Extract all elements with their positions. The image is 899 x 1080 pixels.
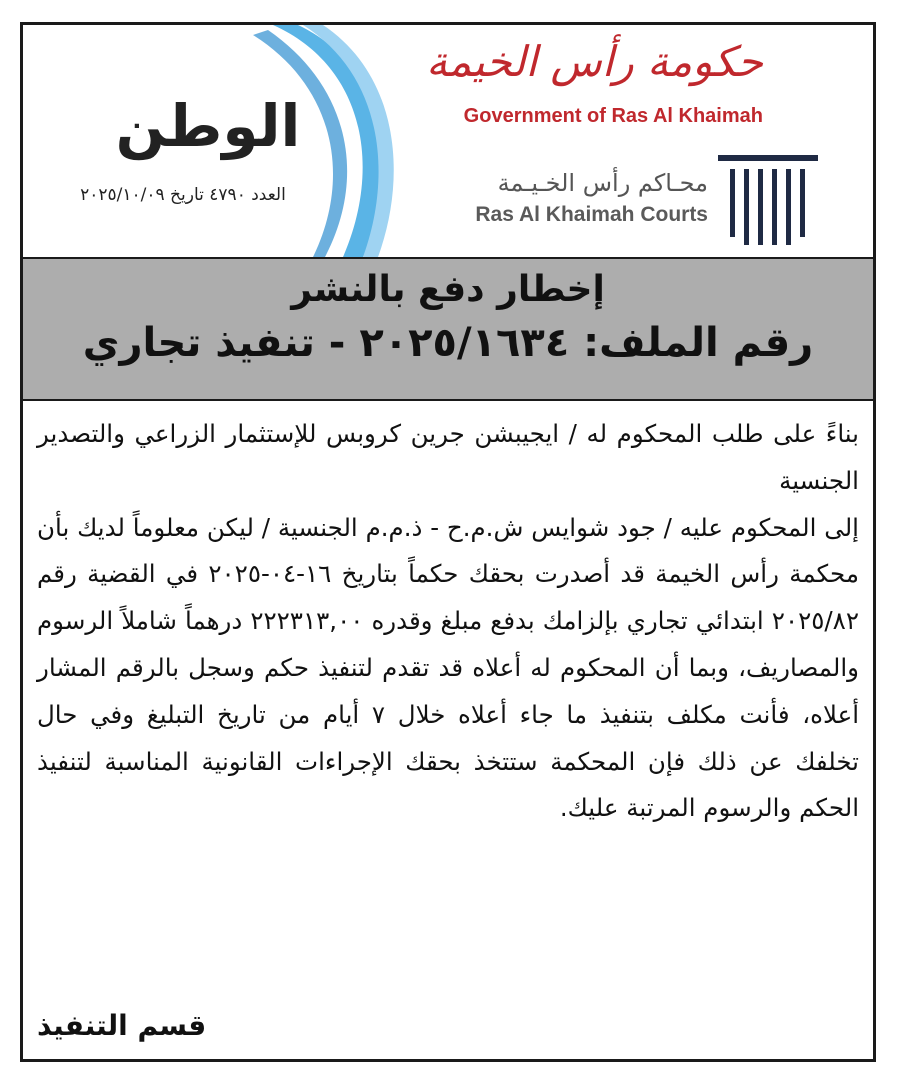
government-name-ar: حكومة رأس الخيمة xyxy=(426,37,763,86)
paragraph-defendant: إلى المحكوم عليه / جود شوايس ش.م.ح - ذ.م.م الجنسية / ليكن معلوماً لديك بأن محكمة رأس الخيمة قد أصدرت بحقك حكماً بتاريخ ١٦-٠٤-٢٠٢٥ في القضية رقم ٢٠٢٥/٨٢ ابتدائي تجاري بإلزامك بدفع مبلغ وقدره ٢٢٢٣١٣,٠٠ درهماً شاملاً الرسوم والمصاريف، وبما أن المحكوم له أعلاه قد تقدم لتنفيذ حكم وسجل بالرقم المشار أعلاه، فأنت مكلف بتنفيذ ما جاء أعلاه خلال ٧ أيام من تاريخ التبليغ وفي حال تخلفك عن ذلك فإن المحكمة ستتخذ بحقك الإجراءات القانونية المناسبة لتنفيذ الحكم والرسوم المرتبة عليك. xyxy=(37,512,860,823)
header xyxy=(23,25,873,257)
issue-line: العدد ٤٧٩٠ تاريخ ٢٠٢٥/١٠/٠٩ xyxy=(80,185,286,205)
notice-body xyxy=(37,411,859,832)
title-band xyxy=(23,257,873,401)
notice-title: إخطار دفع بالنشر xyxy=(291,269,605,310)
courts-name-en: Ras Al Khaimah Courts xyxy=(475,203,708,226)
paragraph-claimant: بناءً على طلب المحكوم له / ايجيبشن جرين كروبس للإستثمار الزراعي والتصدير الجنسية xyxy=(37,419,859,495)
columns-icon xyxy=(718,147,818,247)
courts-name-ar: محـاكم رأس الخـيـمة xyxy=(497,169,708,197)
file-number: رقم الملف: ٢٠٢٥/١٦٣٤ - تنفيذ تجاري xyxy=(82,320,814,366)
government-name-en: Government of Ras Al Khaimah xyxy=(463,105,763,127)
notice-frame xyxy=(20,22,876,1062)
signature: قسم التنفيذ xyxy=(37,1009,207,1042)
newspaper-logo: الوطن xyxy=(115,92,301,160)
